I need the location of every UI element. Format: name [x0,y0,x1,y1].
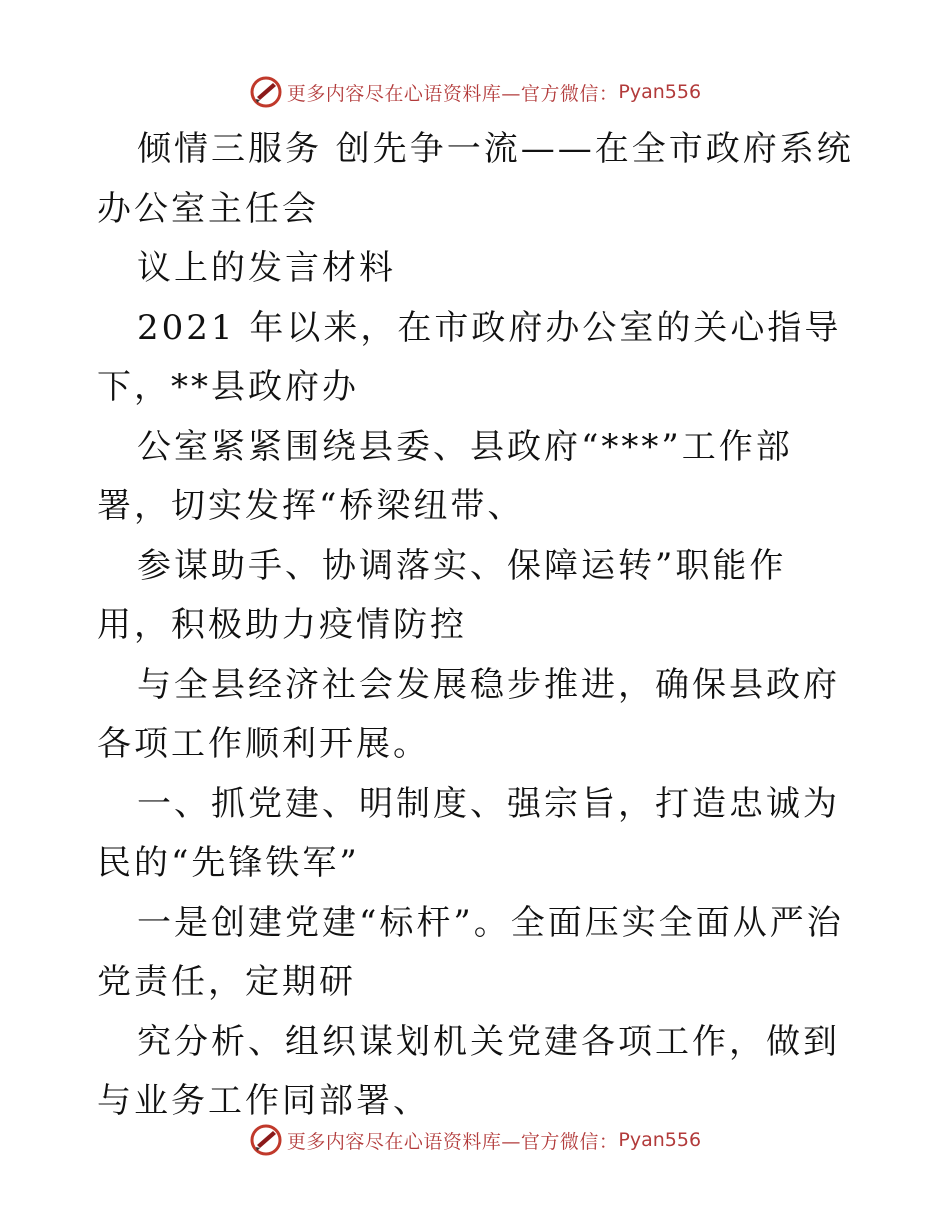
document-body [97,120,857,1132]
footer-watermark-banner [0,1120,950,1160]
paragraph: 一、抓党建、明制度、强宗旨，打造忠诚为民的“先锋铁军” [97,783,840,883]
banner-wechat-id: Pyan556 [618,81,702,103]
paragraph: 一是创建党建“标杆”。全面压实全面从严治党责任，定期研 [97,902,844,1002]
header-watermark-banner [0,72,950,112]
library-logo-icon [249,75,283,109]
paragraph: 倾情三服务 创先争一流——在全市政府系统办公室主任会 [97,129,854,229]
banner-text: 更多内容尽在心语资料库—官方微信： [286,1130,619,1153]
library-logo-icon [249,1123,283,1157]
paragraph: 与全县经济社会发展稳步推进，确保县政府各项工作顺利开展。 [97,664,840,764]
paragraph: 究分析、组织谋划机关党建各项工作，做到与业务工作同部署、 [97,1021,840,1121]
paragraph: 议上的发言材料 [137,248,396,288]
banner-text: 更多内容尽在心语资料库—官方微信： [286,82,619,105]
banner-wechat-id: Pyan556 [618,1129,702,1151]
paragraph: 公室紧紧围绕县委、县政府“***”工作部署，切实发挥“桥梁纽带、 [97,426,793,526]
paragraph: 参谋助手、协调落实、保障运转”职能作用，积极助力疫情防控 [97,545,787,645]
paragraph: 2021 年以来，在市政府办公室的关心指导下，**县政府办 [97,307,842,407]
